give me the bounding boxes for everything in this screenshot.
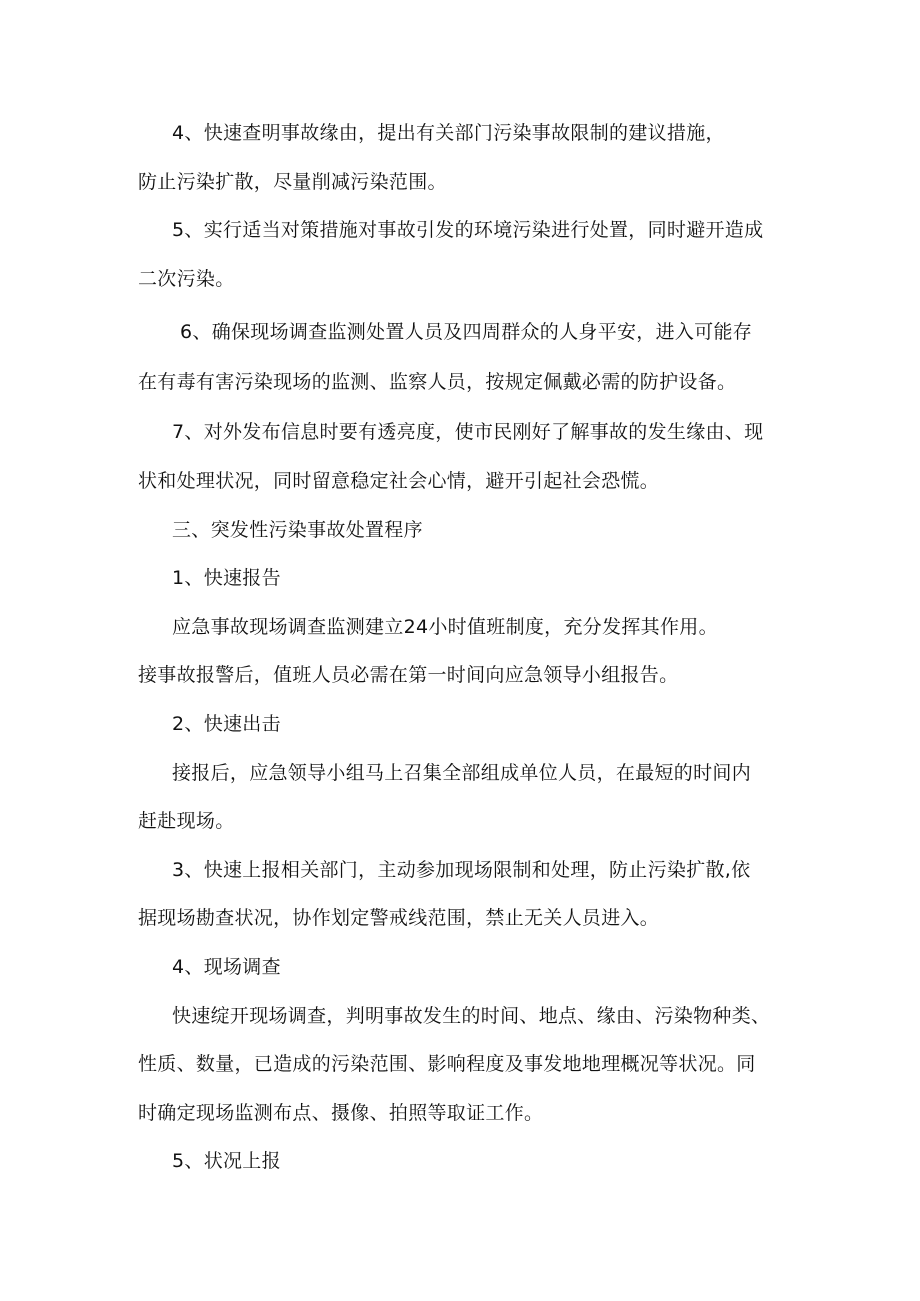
- item-4-line-2: 防止污染扩散，尽量削减污染范围。: [138, 171, 447, 193]
- step-3-line-1: 3、快速上报相关部门，主动参加现场限制和处理，防止污染扩散,依: [172, 859, 751, 881]
- step-1-line-2: 接事故报警后，值班人员必需在第一时间向应急领导小组报告。: [138, 664, 679, 686]
- item-6-line-2: 在有毒有害污染现场的监测、监察人员，按规定佩戴必需的防护设备。: [138, 371, 737, 393]
- item-5-line-1: 5、实行适当对策措施对事故引发的环境污染进行处置，同时避开造成: [172, 219, 764, 241]
- item-7-line-1: 7、对外发布信息时要有透亮度，使市民刚好了解事故的发生缘由、现: [172, 421, 764, 443]
- step-5-heading: 5、状况上报: [172, 1150, 281, 1172]
- section-heading: 三、突发性污染事故处置程序: [172, 519, 423, 541]
- item-7-line-2: 状和处理状况，同时留意稳定社会心情，避开引起社会恐慌。: [138, 470, 660, 492]
- step-4-heading: 4、现场调查: [172, 956, 281, 978]
- step-1-line-1: 应急事故现场调查监测建立24小时值班制度，充分发挥其作用。: [172, 616, 718, 638]
- step-1-heading: 1、快速报告: [172, 567, 281, 589]
- step-4-line-3: 时确定现场监测布点、摄像、拍照等取证工作。: [138, 1102, 544, 1124]
- step-4-line-1: 快速绽开现场调查，判明事故发生的时间、地点、缘由、污染物种类、: [172, 1005, 771, 1027]
- step-2-heading: 2、快速出击: [172, 713, 281, 735]
- step-2-line-1: 接报后，应急领导小组马上召集全部组成单位人员，在最短的时间内: [172, 762, 752, 784]
- step-3-line-2: 据现场勘查状况，协作划定警戒线范围，禁止无关人员进入。: [138, 907, 660, 929]
- item-6-line-1: 6、确保现场调查监测处置人员及四周群众的人身平安，进入可能存: [180, 321, 753, 343]
- step-2-line-2: 赶赴现场。: [138, 810, 235, 832]
- step-4-line-2: 性质、数量，已造成的污染范围、影响程度及事发地地理概况等状况。同: [138, 1053, 756, 1075]
- item-5-line-2: 二次污染。: [138, 268, 235, 290]
- item-4-line-1: 4、快速查明事故缘由，提出有关部门污染事故限制的建议措施，: [172, 122, 725, 144]
